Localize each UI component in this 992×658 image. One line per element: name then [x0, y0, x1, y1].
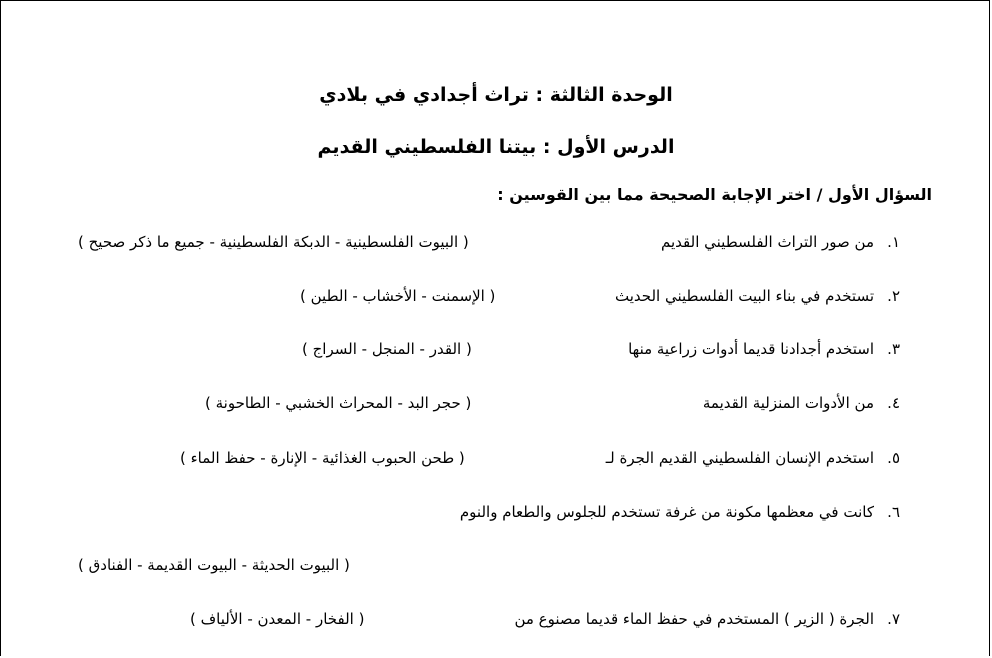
answer-options: ( الفخار - المعدن - الألياف ) — [190, 610, 365, 628]
question-item — [0, 287, 992, 313]
question-number: ٣. — [887, 340, 900, 358]
question-number: ٤. — [887, 394, 900, 412]
answer-options: ( الإسمنت - الأخشاب - الطين ) — [300, 287, 496, 305]
question-item — [0, 503, 992, 529]
unit-title: الوحدة الثالثة : تراث أجدادي في بلادي — [319, 84, 673, 106]
question-stem: الجرة ( الزير ) المستخدم في حفظ الماء قديما مصنوع من — [514, 610, 874, 628]
answer-options: ( طحن الحبوب الغذائية - الإنارة - حفظ الماء ) — [180, 449, 465, 467]
question-number: ١. — [887, 233, 900, 251]
question-item — [0, 610, 992, 636]
answer-options: ( البيوت الفلسطينية - الدبكة الفلسطينية - جميع ما ذكر صحيح ) — [78, 233, 469, 251]
question-number: ٢. — [887, 287, 900, 305]
question-item — [0, 394, 992, 420]
question-item — [0, 449, 992, 475]
answer-options: ( البيوت الحديثة - البيوت القديمة - الفنادق ) — [78, 556, 350, 574]
question-number: ٦. — [887, 503, 900, 521]
question-stem: استخدم الإنسان الفلسطيني القديم الجرة لـ — [605, 449, 874, 467]
answer-options: ( حجر البد - المحراث الخشبي - الطاحونة ) — [205, 394, 472, 412]
question-options-row — [0, 556, 992, 582]
question-stem: استخدم أجدادنا قديما أدوات زراعية منها — [628, 340, 874, 358]
question-number: ٧. — [887, 610, 900, 628]
question-instruction: السؤال الأول / اختر الإجابة الصحيحة مما بين القوسين : — [497, 185, 932, 204]
question-item — [0, 340, 992, 366]
question-stem: من صور التراث الفلسطيني القديم — [661, 233, 874, 251]
question-number: ٥. — [887, 449, 900, 467]
question-stem: كانت في معظمها مكونة من غرفة تستخدم للجلوس والطعام والنوم — [459, 503, 874, 521]
question-stem: تستخدم في بناء البيت الفلسطيني الحديث — [614, 287, 874, 305]
question-stem: من الأدوات المنزلية القديمة — [702, 394, 874, 412]
answer-options: ( القدر - المنجل - السراج ) — [302, 340, 472, 358]
lesson-title: الدرس الأول : بيتنا الفلسطيني القديم — [317, 136, 675, 158]
question-item — [0, 233, 992, 259]
